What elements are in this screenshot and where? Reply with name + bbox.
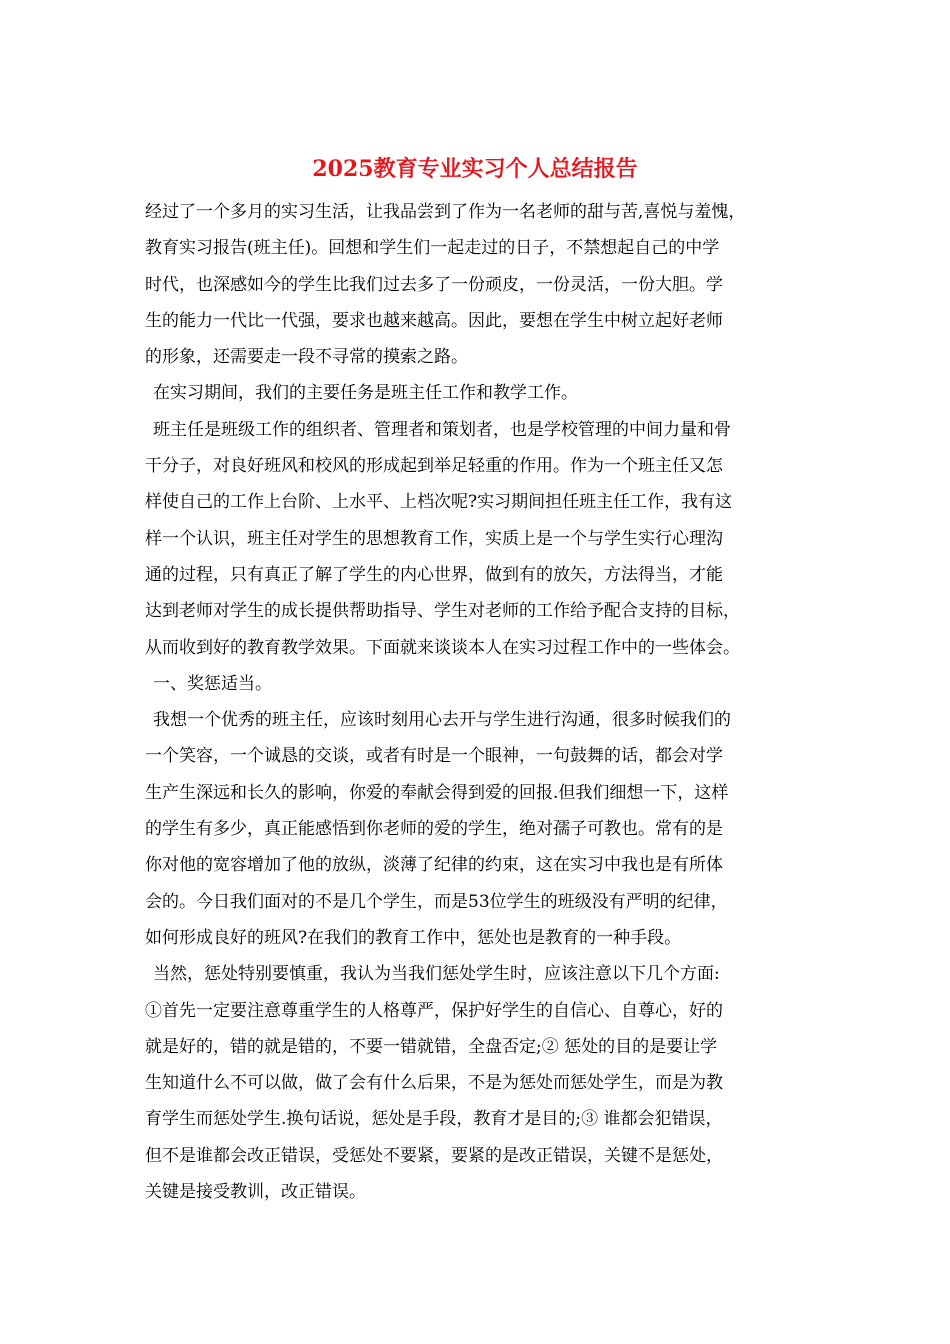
text-line: 就是好的，错的就是错的，不要一错就错，全盘否定;② 惩处的目的是要让学	[145, 1036, 718, 1057]
document-title: 2025教育专业实习个人总结报告	[312, 156, 638, 182]
text-line: 的形象，还需要走一段不寻常的摸索之路。	[145, 347, 468, 368]
text-line: 一个笑容，一个诚恳的交谈，或者有时是一个眼神，一句鼓舞的话，都会对学	[145, 746, 723, 767]
text-line: 经过了一个多月的实习生活，让我品尝到了作为一名老师的甜与苦,喜悦与羞愧，	[145, 202, 746, 222]
text-line: 通的过程，只有真正了解了学生的内心世界，做到有的放矢，方法得当，才能	[145, 564, 723, 585]
text-line: 你对他的宽容增加了他的放纵，淡薄了纪律的约束，这在实习中我也是有所体	[145, 855, 723, 876]
text-line: 从而收到好的教育教学效果。下面就来谈谈本人在实习过程工作中的一些体会。	[145, 637, 740, 658]
text-line: 我想一个优秀的班主任，应该时刻用心去开与学生进行沟通，很多时候我们的	[153, 710, 731, 731]
text-line: 班主任是班级工作的组织者、管理者和策划者，也是学校管理的中间力量和骨	[153, 419, 731, 440]
text-line: 达到老师对学生的成长提供帮助指导、学生对老师的工作给予配合支持的目标，	[145, 601, 740, 622]
text-line: ①首先一定要注意尊重学生的人格尊严，保护好学生的自信心、自尊心，好的	[145, 1000, 723, 1021]
text-line: 在实习期间，我们的主要任务是班主任工作和教学工作。	[153, 383, 578, 404]
text-line: 干分子，对良好班风和校风的形成起到举足轻重的作用。作为一个班主任又怎	[145, 456, 723, 477]
text-line: 关键是接受教训，改正错误。	[145, 1182, 366, 1203]
text-line: 样一个认识，班主任对学生的思想教育工作，实质上是一个与学生实行心理沟	[145, 528, 723, 549]
text-line: 一、奖惩适当。	[153, 673, 272, 694]
text-line: 样使自己的工作上台阶、上水平、上档次呢?实习期间担任班主任工作，我有这	[145, 492, 733, 513]
text-line: 的学生有多少，真正能感悟到你老师的爱的学生，绝对孺子可教也。常有的是	[145, 819, 723, 840]
text-line: 如何形成良好的班风?在我们的教育工作中，惩处也是教育的一种手段。	[145, 927, 682, 948]
text-line: 生产生深远和长久的影响，你爱的奉献会得到爱的回报.但我们细想一下，这样	[145, 782, 729, 803]
text-line: 时代，也深感如今的学生比我们过去多了一份顽皮，一份灵活，一份大胆。学	[145, 274, 723, 295]
document-body	[145, 194, 815, 1210]
text-line: 生的能力一代比一代强，要求也越来越高。因此，要想在学生中树立起好老师	[145, 310, 723, 331]
text-line: 但不是谁都会改正错误，受惩处不要紧，要紧的是改正错误，关键不是惩处，	[145, 1145, 723, 1166]
text-line: 教育实习报告(班主任)。回想和学生们一起走过的日子，不禁想起自己的中学	[145, 238, 720, 259]
text-line: 会的。今日我们面对的不是几个学生，而是53位学生的班级没有严明的纪律，	[145, 891, 728, 912]
text-line: 当然，惩处特别要慎重，我认为当我们惩处学生时，应该注意以下几个方面:	[153, 964, 720, 985]
text-line: 生知道什么不可以做，做了会有什么后果，不是为惩处而惩处学生，而是为教	[145, 1073, 723, 1094]
text-line: 育学生而惩处学生.换句话说，惩处是手段，教育才是目的;③ 谁都会犯错误，	[145, 1109, 723, 1130]
